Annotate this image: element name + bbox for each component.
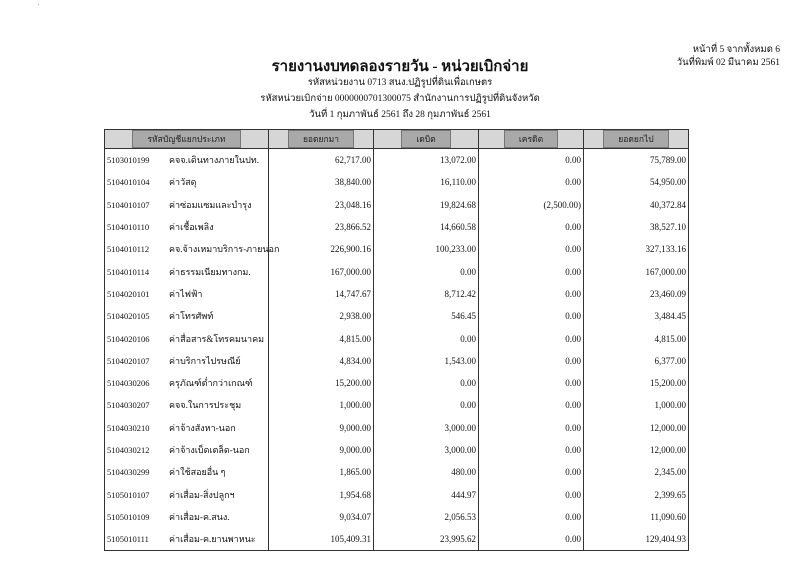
table-row: [105, 260, 689, 282]
brought-forward-value: 9,000.00: [269, 417, 374, 439]
table-row: [105, 483, 689, 505]
credit-value: 0.00: [479, 350, 584, 372]
table-row: [105, 506, 689, 528]
brought-forward-value: 1,954.68: [269, 483, 374, 505]
debit-value: 3,000.00: [374, 417, 479, 439]
account-code: 5104030207: [107, 400, 150, 411]
account-code: 5104010110: [107, 222, 150, 233]
table-row: [105, 372, 689, 394]
table-row: [105, 528, 689, 551]
carried-forward-value: 3,484.45: [584, 305, 689, 327]
carried-forward-value: 1,000.00: [584, 394, 689, 416]
account-name: ค่าวัสดุ: [169, 177, 197, 188]
account-cell: [105, 171, 269, 193]
brought-forward-value: 9,000.00: [269, 439, 374, 461]
account-name: คจ.จ้างเหมาบริการ-ภายนอก: [169, 244, 280, 255]
account-code: 5104010114: [107, 266, 150, 277]
agency-line: รหัสหน่วยงาน 0713 สนง.ปฏิรูปที่ดินเพื่อเกษตร: [307, 78, 493, 88]
table-row: [105, 439, 689, 461]
carried-forward-value: 167,000.00: [584, 260, 689, 282]
account-name: ค่าจ้างสังหา-นอก: [169, 422, 236, 433]
brought-forward-value: 62,717.00: [269, 149, 374, 172]
table-row: [105, 461, 689, 483]
trial-balance-table: [104, 129, 689, 551]
credit-value: 0.00: [479, 216, 584, 238]
credit-value: 0.00: [479, 528, 584, 551]
table-row: [105, 149, 689, 172]
credit-value: 0.00: [479, 305, 584, 327]
account-name: ค่าธรรมเนียมทางกม.: [169, 266, 251, 277]
brought-forward-value: 226,900.16: [269, 238, 374, 260]
brought-forward-value: 23,048.16: [269, 194, 374, 216]
header-cf-label: ยอดยกไป: [603, 130, 668, 148]
debit-value: 546.45: [374, 305, 479, 327]
debit-value: 16,110.00: [374, 171, 479, 193]
table-header-row: [105, 130, 689, 149]
account-code: 5105010109: [107, 511, 150, 522]
credit-value: 0.00: [479, 483, 584, 505]
credit-value: 0.00: [479, 461, 584, 483]
account-code: 5104020106: [107, 333, 150, 344]
brought-forward-value: 14,747.67: [269, 283, 374, 305]
credit-value: 0.00: [479, 171, 584, 193]
account-name: ค่าเสื่อม-ค.สนง.: [169, 511, 230, 522]
account-cell: [105, 305, 269, 327]
account-cell: [105, 417, 269, 439]
brought-forward-value: 9,034.07: [269, 506, 374, 528]
brought-forward-value: 105,409.31: [269, 528, 374, 551]
account-cell: [105, 394, 269, 416]
credit-value: 0.00: [479, 327, 584, 349]
header-account: [105, 130, 269, 149]
date-range: วันที่ 1 กุมภาพันธ์ 2561 ถึง 28 กุมภาพันธ์ 2561: [309, 110, 491, 120]
print-date: วันที่พิมพ์ 02 มีนาคม 2561: [676, 58, 780, 68]
debit-value: 14,660.58: [374, 216, 479, 238]
account-cell: [105, 439, 269, 461]
account-name: ค่าซ่อมแซมและบำรุง: [169, 199, 252, 210]
debit-value: 23,995.62: [374, 528, 479, 551]
account-name: คจจ.เดินทางภายในปท.: [169, 155, 259, 166]
header-brought-forward: [269, 130, 374, 149]
carried-forward-value: 129,404.93: [584, 528, 689, 551]
account-cell: [105, 350, 269, 372]
debit-value: 1,543.00: [374, 350, 479, 372]
carried-forward-value: 15,200.00: [584, 372, 689, 394]
credit-value: 0.00: [479, 372, 584, 394]
carried-forward-value: 4,815.00: [584, 327, 689, 349]
account-cell: [105, 528, 269, 551]
account-code: 5104010112: [107, 244, 150, 255]
brought-forward-value: 4,834.00: [269, 350, 374, 372]
header-credit-label: เครดิต: [504, 130, 558, 148]
page-number: หน้าที่ 5 จากทั้งหมด 6: [692, 45, 780, 55]
account-cell: [105, 461, 269, 483]
table-row: [105, 350, 689, 372]
carried-forward-value: 327,133.16: [584, 238, 689, 260]
credit-value: 0.00: [479, 417, 584, 439]
account-cell: [105, 283, 269, 305]
carried-forward-value: 12,000.00: [584, 439, 689, 461]
account-code: 5104010104: [107, 177, 150, 188]
brought-forward-value: 2,938.00: [269, 305, 374, 327]
report-title: รายงานงบทดลองรายวัน - หน่วยเบิกจ่าย: [271, 59, 529, 75]
account-name: ค่าเสื่อม-สิ่งปลูกฯ: [169, 489, 235, 500]
debit-value: 444.97: [374, 483, 479, 505]
debit-value: 0.00: [374, 327, 479, 349]
table-row: [105, 194, 689, 216]
debit-value: 100,233.00: [374, 238, 479, 260]
table-row: [105, 305, 689, 327]
account-code: 5105010111: [107, 534, 149, 545]
account-cell: [105, 372, 269, 394]
brought-forward-value: 1,865.00: [269, 461, 374, 483]
account-code: 5104030212: [107, 445, 150, 455]
header-credit: [479, 130, 584, 149]
account-cell: [105, 194, 269, 216]
account-code: 5104030210: [107, 422, 150, 433]
table-row: [105, 327, 689, 349]
account-cell: [105, 260, 269, 282]
carried-forward-value: 12,000.00: [584, 417, 689, 439]
account-name: ค่าเสื่อม-ค.ยานพาหนะ: [169, 534, 256, 545]
disburse-line: รหัสหน่วยเบิกจ่าย 0000000701300075 สำนักงานการปฏิรูปที่ดินจังหวัด: [260, 94, 540, 104]
table-row: [105, 283, 689, 305]
debit-value: 0.00: [374, 394, 479, 416]
account-cell: [105, 506, 269, 528]
header-debit: [374, 130, 479, 149]
credit-value: 0.00: [479, 283, 584, 305]
brought-forward-value: 38,840.00: [269, 171, 374, 193]
account-code: 5104010107: [107, 199, 150, 210]
account-code: 5104030299: [107, 467, 150, 478]
account-cell: [105, 216, 269, 238]
brought-forward-value: 1,000.00: [269, 394, 374, 416]
carried-forward-value: 54,950.00: [584, 171, 689, 193]
header-bf-label: ยอดยกมา: [288, 130, 354, 148]
account-cell: [105, 327, 269, 349]
account-name: คจจ.ในการประชุม: [169, 400, 242, 411]
account-code: 5104020107: [107, 355, 150, 366]
account-code: 5103010199: [107, 155, 150, 166]
credit-value: 0.00: [479, 260, 584, 282]
debit-value: 3,000.00: [374, 439, 479, 461]
account-name: ค่าสื่อสาร&โทรคมนาคม: [169, 333, 265, 344]
account-name: ค่าไฟฟ้า: [169, 288, 203, 299]
credit-value: 0.00: [479, 506, 584, 528]
carried-forward-value: 2,345.00: [584, 461, 689, 483]
table-row: [105, 171, 689, 193]
account-name: ค่าโทรศัพท์: [169, 311, 214, 322]
account-cell: [105, 149, 269, 172]
carried-forward-value: 38,527.10: [584, 216, 689, 238]
debit-value: 0.00: [374, 260, 479, 282]
credit-value: 0.00: [479, 238, 584, 260]
carried-forward-value: 75,789.00: [584, 149, 689, 172]
table-row: [105, 238, 689, 260]
account-cell: [105, 483, 269, 505]
header-carried-forward: [584, 130, 689, 149]
carried-forward-value: 40,372.84: [584, 194, 689, 216]
debit-value: 0.00: [374, 372, 479, 394]
carried-forward-value: 11,090.60: [584, 506, 689, 528]
credit-value: (2,500.00): [479, 194, 584, 216]
debit-value: 480.00: [374, 461, 479, 483]
brought-forward-value: 23,866.52: [269, 216, 374, 238]
table-row: [105, 417, 689, 439]
account-name: ค่าใช้สอยอื่น ๆ: [169, 467, 226, 478]
header-debit-label: เดบิต: [401, 130, 450, 148]
brought-forward-value: 4,815.00: [269, 327, 374, 349]
credit-value: 0.00: [479, 394, 584, 416]
header-account-label: รหัสบัญชีแยกประเภท: [132, 130, 240, 148]
carried-forward-value: 2,399.65: [584, 483, 689, 505]
carried-forward-value: 23,460.09: [584, 283, 689, 305]
account-code: 5104020105: [107, 311, 150, 322]
account-cell: [105, 238, 280, 260]
account-code: 5105010107: [107, 489, 150, 500]
table-row: [105, 216, 689, 238]
credit-value: 0.00: [479, 149, 584, 172]
account-name: ค่าเชื้อเพลิง: [169, 222, 214, 233]
account-name: ค่าบริการไปรษณีย์: [169, 355, 241, 366]
account-code: 5104030206: [107, 378, 150, 389]
debit-value: 13,072.00: [374, 149, 479, 172]
account-code: 5104020101: [107, 288, 150, 299]
debit-value: 8,712.42: [374, 283, 479, 305]
table-row: [105, 394, 689, 416]
credit-value: 0.00: [479, 439, 584, 461]
scan-mark: ': [38, 4, 40, 10]
account-name: ค่าจ้างเบ็ดเตล็ด-นอก: [169, 445, 250, 455]
debit-value: 19,824.68: [374, 194, 479, 216]
carried-forward-value: 6,377.00: [584, 350, 689, 372]
brought-forward-value: 15,200.00: [269, 372, 374, 394]
brought-forward-value: 167,000.00: [269, 260, 374, 282]
debit-value: 2,056.53: [374, 506, 479, 528]
account-name: ครุภัณฑ์ต่ำกว่าเกณฑ์: [169, 378, 253, 389]
page-info: [677, 44, 780, 70]
